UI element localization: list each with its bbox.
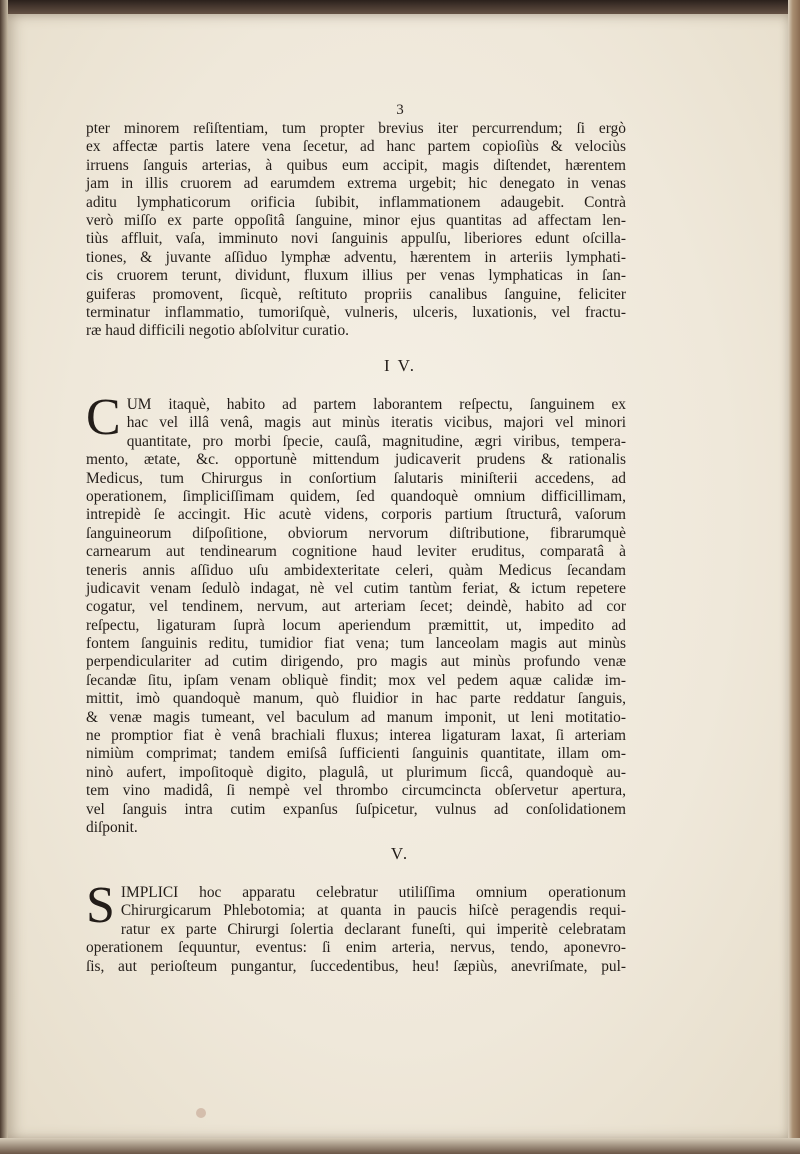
text-line: hac vel illâ venâ, magis aut minùs iteratis vicibus, majori vel minori	[126, 414, 626, 432]
text-line: quantitate, pro morbi ſpecie, cauſâ, magnitudine, ægri viribus, tempera-	[126, 432, 626, 450]
text-line: aditu lymphaticorum orificia ſubibit, inflammationem adaugebit. Contrà	[86, 193, 626, 211]
text-line: pter minorem reſiſtentiam, tum propter brevius iter percurrendum; ſi ergò	[86, 120, 626, 137]
text-line: cis cruorem terunt, dividunt, fluxum illius per venas lymphaticas in ſan-	[86, 267, 626, 285]
text-line: operationem ſequuntur, eventus: ſi enim arteria, nervus, tendo, aponevro-	[86, 939, 626, 957]
text-line: tem vino madidâ, ſi nempè vel thrombo circumcincta obſervetur apertura,	[86, 782, 626, 800]
paper-stain	[196, 1108, 206, 1118]
text-line: cogatur, vel tendinem, nervum, aut arteriam ſecet; deindè, habito ad cor	[86, 598, 626, 616]
text-line: ræ haud difficili negotio abſolvitur curatio.	[86, 322, 350, 340]
text-line: ex affectæ partis latere vena ſecetur, ad hanc partem copioſiùs & velociùs	[86, 138, 626, 156]
text-line: & venæ magis tumeant, vel baculum ad manum imponit, ut leni motitatio-	[86, 708, 626, 726]
text-line: reſpectu, ligaturam ſuprà locum aperiendum præmittit, ut, impedito ad	[86, 616, 626, 634]
text-line: tiones, & juvante aſſiduo lymphæ adventu, hærentem in arteriis lymphati-	[86, 248, 626, 266]
paragraph-2	[86, 389, 626, 837]
page-edge-bottom	[0, 1138, 800, 1154]
text-line: ſis, aut perioſteum pungantur, ſuccedentibus, heu! ſæpiùs, anevriſmate, pul-	[86, 957, 626, 975]
text-line: carnearum aut tendinearum cognitione haud leviter eruditus, comparatâ à	[86, 543, 626, 561]
text-line: perpendiculariter ad cutim dirigendo, pro magis aut minùs profundo venæ	[86, 653, 626, 671]
drop-cap: C	[86, 389, 121, 446]
text-line: Medicus, tum Chirurgus in conſortium ſalutaris miniſterii accedens, ad	[86, 469, 626, 487]
text-line: mittit, imò quandoquè manum, quò fluidior in hac parte reddatur ſanguis,	[86, 690, 626, 708]
text-line: ninò aufert, impoſitoquè digito, plagulâ, ut plurimum ſiccâ, quandoquè au-	[86, 763, 626, 781]
drop-cap: S	[86, 877, 115, 934]
text-line: fontem ſanguinis reditu, tumidior fiat vena; tum lanceolam magis aut minùs	[86, 635, 626, 653]
text-line: verò miſſo ex parte oppoſitâ ſanguine, minor ejus quantitas ad affectam len-	[86, 211, 626, 229]
text-line: ratur ex parte Chirurgi ſolertia declarant funeſti, qui imperitè celebratam	[120, 920, 626, 938]
section-heading-v: V.	[390, 844, 410, 863]
section-heading-iv: I V.	[384, 356, 416, 375]
text-line: IMPLICI hoc apparatu celebratur utiliſſima omnium operationum	[120, 884, 626, 901]
text-line: nimiùm comprimat; tandem emiſsâ ſufficienti ſanguinis quantitate, illam om-	[86, 745, 626, 763]
text-line: Chirurgicarum Phlebotomia; at quanta in paucis hiſcè peragendis requi-	[120, 902, 626, 920]
text-line: operationem, ſimpliciſſimam quidem, ſed quandoquè omnium difficillimam,	[86, 487, 626, 505]
page-gutter-left	[0, 0, 8, 1154]
text-line: jam in illis cruorem ad earumdem extrema urgebit; hic denegato in venas	[86, 175, 626, 193]
text-line: intrepidè ſe accingit. Hic acutè videns, corporis partium ſtructurâ, vaſorum	[86, 506, 626, 524]
text-line: UM itaquè, habito ad partem laborantem reſpectu, ſanguinem ex	[126, 396, 626, 413]
paragraph-3	[86, 877, 626, 976]
text-line: diſponit.	[86, 818, 138, 836]
paragraph-1	[86, 120, 626, 341]
page-number: 3	[396, 102, 404, 118]
text-line: ne promptior fiat è venâ brachiali fluxus; interea ligaturam laxat, ſi arteriam	[86, 727, 626, 745]
text-line: guiferas promovent, ſicquè, reſtituto propriis canalibus ſanguine, feliciter	[86, 285, 626, 303]
text-line: terminatur inflammatio, tumoriſquè, vulneris, ulceris, luxationis, vel fractu-	[86, 303, 626, 321]
text-line: tiùs affluit, vaſa, imminuto novi ſanguinis appulſu, liberiores edunt oſcilla-	[86, 230, 626, 248]
text-line: ſecandæ ſitu, ipſam venam obliquè findit; mox vel pedem aquæ calidæ im-	[86, 671, 626, 689]
text-line: mento, ætate, &c. opportunè mittendum judicaverit prudens & rationalis	[86, 451, 626, 469]
page-edge-right	[788, 0, 800, 1154]
text-line: irruens ſanguis arterias, à quibus eum accipit, magis diſtendet, hærentem	[86, 156, 626, 174]
text-line: vel ſanguis intra cutim expanſus ſuſpicetur, vulnus ad conſolidationem	[86, 800, 626, 818]
text-line: teneris annis aſſiduo uſu ambidexteritate celeri, quàm Medicus ſecandam	[86, 561, 626, 579]
text-line: ſanguineorum diſpoſitione, obviorum nervorum diſtributione, fibrarumquè	[86, 524, 626, 542]
text-line: judicavit venam ſedulò indagat, nè vel cutim tantùm feriat, & ictum repetere	[86, 579, 626, 597]
